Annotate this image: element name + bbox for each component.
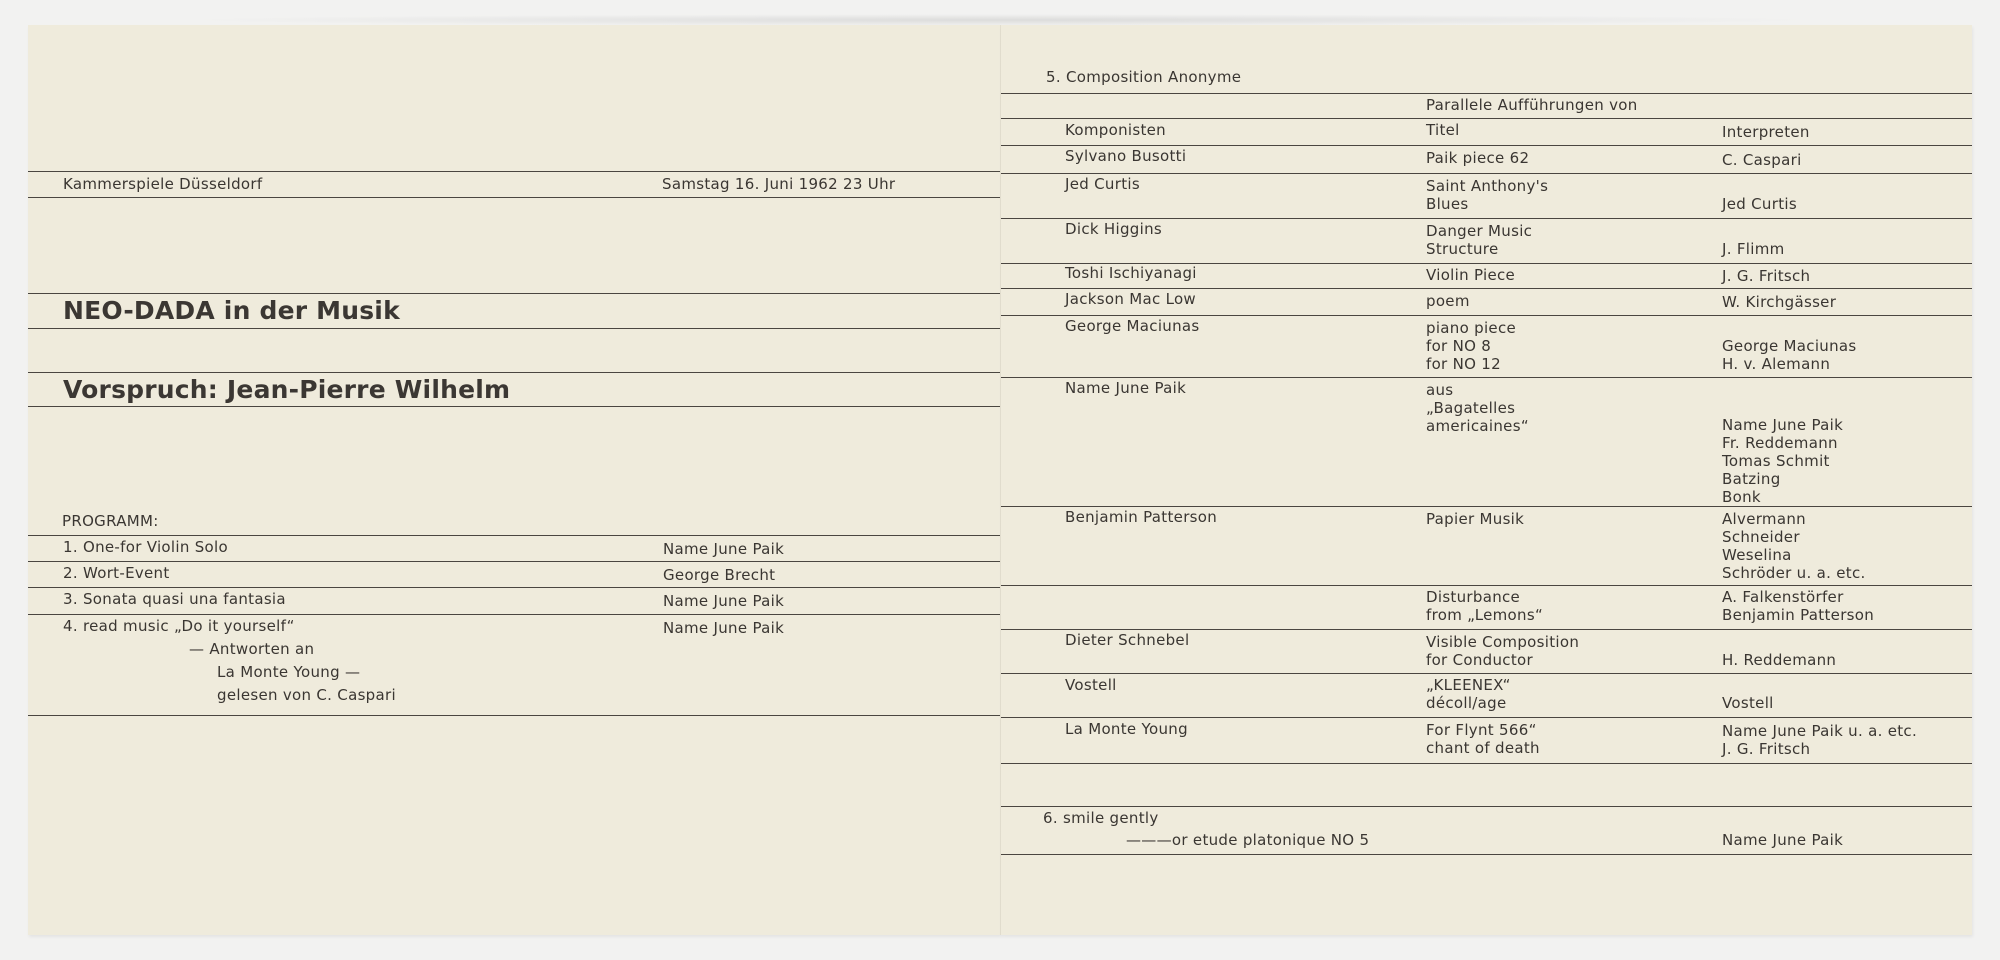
event-datetime: Samstag 16. Juni 1962 23 Uhr [662,175,896,193]
work-title: Disturbance from „Lemons“ [1426,588,1544,624]
work-title: „KLEENEX“ décoll/age [1426,676,1511,712]
work-title: piano piece for NO 8 for NO 12 [1426,319,1517,373]
preface-speaker: Vorspruch: Jean-Pierre Wilhelm [63,375,511,404]
work-title: aus „Bagatelles americaines“ [1426,381,1529,435]
program-item-performer: Name June Paik [663,540,785,558]
composer-name: George Maciunas [1065,317,1200,335]
rule [1001,145,1972,146]
composer-name: Jackson Mac Low [1065,290,1197,308]
rule [1001,506,1972,507]
rule [1001,673,1972,674]
program-item-work: 3. Sonata quasi una fantasia [63,590,286,608]
rule [1001,585,1972,586]
composer-name: Toshi Ischiyanagi [1065,264,1197,282]
work-title: For Flynt 566“ chant of death [1426,721,1540,757]
rule [1001,854,1972,855]
performer-names: H. Reddemann [1722,651,1837,669]
program-heading: PROGRAMM: [62,512,159,530]
performer-names: A. Falkenstörfer Benjamin Patterson [1722,588,1875,624]
performer-names: J. G. Fritsch [1722,267,1811,285]
rule [1001,173,1972,174]
rule [1001,118,1972,119]
show-through-text [218,215,235,273]
rule [28,197,1001,198]
performer-names: W. Kirchgässer [1722,293,1837,311]
program-item-work: 2. Wort-Event [63,564,170,582]
program-item-work: 4. read music „Do it yourself“ [63,617,295,635]
work-title: Danger Music Structure [1426,222,1533,258]
performer-names: Vostell [1722,694,1774,712]
rule [28,328,1001,329]
program-item-performer: Name June Paik [663,619,785,637]
composer-name: Benjamin Patterson [1065,508,1218,526]
column-header-performers: Interpreten [1722,123,1810,141]
performer-names: J. Flimm [1722,240,1785,258]
work-title: Paik piece 62 [1426,149,1530,167]
right-page [1001,25,1972,935]
rule [1001,806,1972,807]
rule [28,171,1001,172]
composer-name: Name June Paik [1065,379,1187,397]
rule [28,293,1001,294]
concert-title: NEO-DADA in der Musik [63,296,400,325]
performer-names: Name June Paik Fr. Reddemann Tomas Schmit Batzing Bonk [1722,416,1844,506]
composer-name: Dieter Schnebel [1065,631,1190,649]
section-5-title: 5. Composition Anonyme [1046,68,1242,86]
left-page [28,25,1001,935]
program-note-line: gelesen von C. Caspari [217,686,396,704]
program-note-line: — Antworten an [189,640,315,658]
rule [28,372,1001,373]
rule [28,715,1001,716]
work-title: Visible Composition for Conductor [1426,633,1580,669]
performer-names: Name June Paik u. a. etc. J. G. Fritsch [1722,722,1918,758]
rule [1001,629,1972,630]
column-header-titles: Titel [1426,121,1460,139]
work-title: Papier Musik [1426,510,1525,528]
rule [28,587,1001,588]
rule [1001,315,1972,316]
program-item-work: 1. One-for Violin Solo [63,538,228,556]
program-item-performer: Name June Paik [663,592,785,610]
section-6-subtitle: ———or etude platonique NO 5 [1126,831,1370,849]
rule [28,535,1001,536]
performer-names: Jed Curtis [1722,195,1797,213]
rule [28,561,1001,562]
rule [1001,218,1972,219]
rule [1001,763,1972,764]
performer-names: C. Caspari [1722,151,1802,169]
performer-names: Alvermann Schneider Weselina Schröder u. a. etc. [1722,510,1866,582]
rule [1001,93,1972,94]
rule [1001,717,1972,718]
rule [1001,377,1972,378]
section-6-title: 6. smile gently [1043,809,1159,827]
performer-names: George Maciunas H. v. Alemann [1722,337,1857,373]
work-title: Violin Piece [1426,266,1516,284]
composer-name: La Monte Young [1065,720,1188,738]
program-item-performer: George Brecht [663,566,776,584]
composer-name: Vostell [1065,676,1117,694]
composer-name: Jed Curtis [1065,175,1140,193]
work-title: Saint Anthony's Blues [1426,177,1549,213]
program-note-line: La Monte Young — [217,663,361,681]
section-6-performer: Name June Paik [1722,831,1844,849]
work-title: poem [1426,292,1470,310]
column-header-composers: Komponisten [1065,121,1166,139]
rule [28,406,1001,407]
rule [28,614,1001,615]
rule [1001,288,1972,289]
parallel-performances-heading: Parallele Aufführungen von [1426,96,1638,114]
venue-label: Kammerspiele Düsseldorf [63,175,263,193]
composer-name: Sylvano Busotti [1065,147,1187,165]
composer-name: Dick Higgins [1065,220,1162,238]
